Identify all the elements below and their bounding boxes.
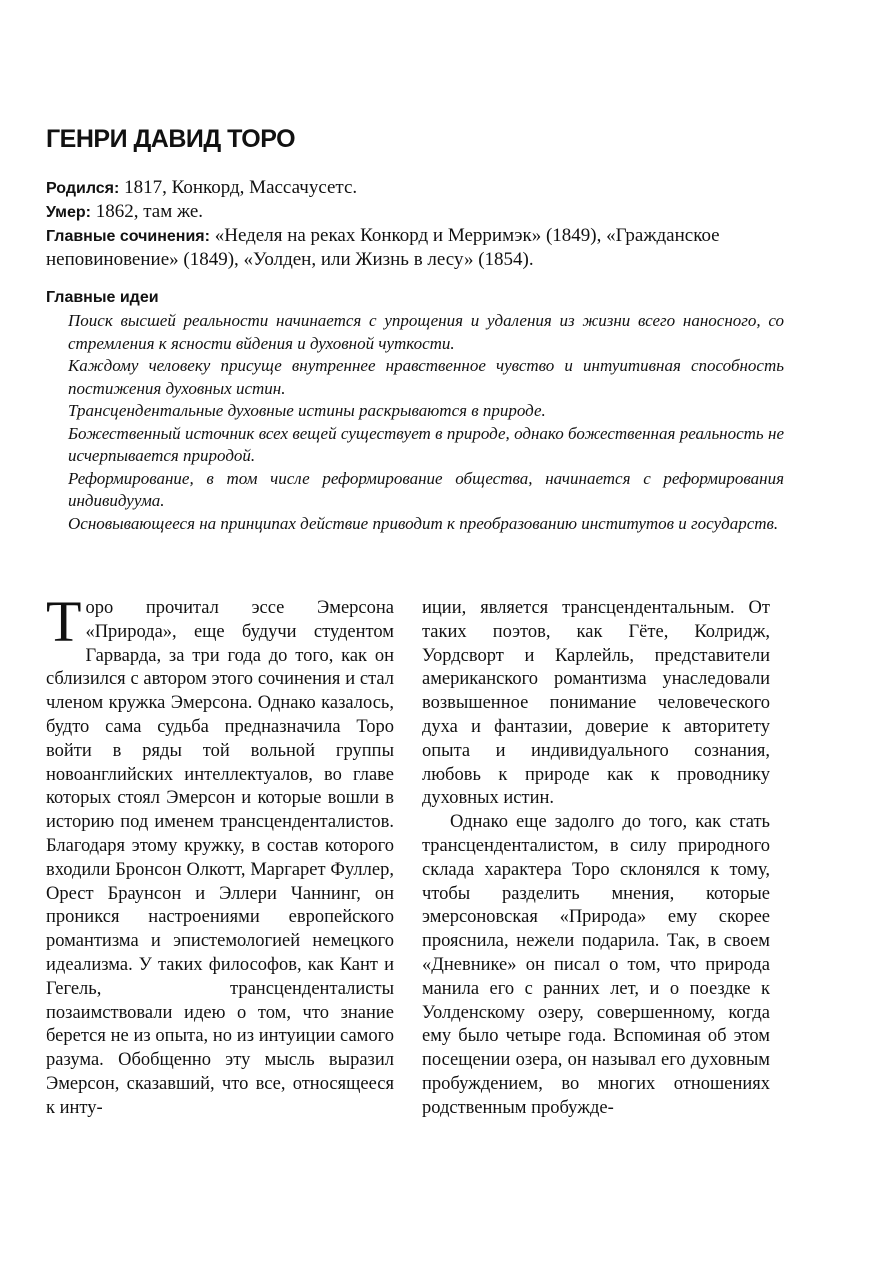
body-column-left bbox=[46, 589, 394, 1121]
idea-item: Каждому человеку присуще внутреннее нравственное чувство и интуитивная способность постижения духовных истин. bbox=[68, 356, 784, 398]
works-label: Главные сочинения: bbox=[46, 228, 210, 245]
ideas-heading: Главные идеи bbox=[46, 289, 159, 306]
body-paragraph: иции, является трансцендентальным. От таких поэтов, как Гёте, Колридж, Уордсворт и Карлейль, представители американского романтизма унаследовали возвышенное понимание человеческого духа и фантазии, доверие к авторитету опыта и индивидуального сознания, любовь к природе как к проводнику духовных истин. bbox=[422, 598, 770, 809]
idea-item: Реформирование, в том числе реформирование общества, начинается с реформирования индивидуума. bbox=[68, 468, 784, 510]
idea-item: Поиск высшей реальности начинается с упрощения и удаления из жизни всего наносного, со стремления к ясности вйдения и духовной чуткости. bbox=[68, 311, 784, 353]
body-paragraph: Однако еще задолго до того, как стать трансценденталистом, в силу природного склада характера Торо склонялся к тому, чтобы разделить мнения, которые эмерсоновская «Природа» ему скорее прояснила, нежели подарила. Так, в своем «Дневнике» он писал о том, что природа манила его с ранних лет, и о поездке к Уолденскому озеру, совершенному, когда ему было четыре года. Вспоминая об этом посещении озера, он называл его духовным пробуждением, во многих отношениях родственным пробужде- bbox=[422, 812, 770, 1118]
born-label: Родился: bbox=[46, 180, 120, 197]
idea-item: Основывающееся на принципах действие приводит к преобразованию институтов и государств. bbox=[68, 513, 779, 533]
bio-block bbox=[46, 176, 790, 271]
died-value: 1862, там же. bbox=[91, 201, 204, 222]
body-paragraph bbox=[46, 589, 394, 1121]
ideas-list bbox=[68, 310, 784, 535]
idea-item: Трансцендентальные духовные истины раскрываются в природе. bbox=[68, 401, 546, 420]
body-text-left: оро прочитал эссе Эмерсона «Природа», еще будучи студентом Гарварда, за три года до того, как он сблизился с автором этого сочинения и стал членом кружка Эмерсона. Однако казалось, будто сама судьба предназначила Торо войти в ряды той вольной группы новоанглийских интеллектуалов, во главе которых стоял Эмерсон и которые вошли в историю под именем трансценденталистов. Благодаря этому кружку, в состав которого входили Бронсон Олкотт, Маргарет Фуллер, Орест Браунсон и Эллери Чаннинг, он проникся настроениями европейского романтизма и эпистемологией немецкого идеализма. У таких философов, как Кант и Гегель, трансценденталисты позаимствовали идею о том, что знание берется не из опыта, но из интуиции самого разума. Обобщенно эту мысль выразил Эмерсон, сказавший, что все, относящееся к инту- bbox=[46, 598, 394, 1118]
body-column-right bbox=[422, 597, 770, 1121]
born-row bbox=[46, 176, 790, 200]
died-row bbox=[46, 200, 790, 224]
died-label: Умер: bbox=[46, 204, 91, 221]
idea-item: Божественный источник всех вещей существует в природе, однако божественная реальность не исчерпывается природой. bbox=[68, 423, 784, 465]
page-title: ГЕНРИ ДАВИД ТОРО bbox=[46, 125, 296, 153]
drop-cap: Т bbox=[46, 589, 82, 654]
works-row bbox=[46, 224, 790, 271]
works-value: «Неделя на реках Конкорд и Мерримэк» (1849), «Гражданское неповиновение» (1849), «Уолден, или Жизнь в лесу» (1854). bbox=[46, 225, 720, 270]
born-value: 1817, Конкорд, Массачусетс. bbox=[119, 177, 358, 198]
